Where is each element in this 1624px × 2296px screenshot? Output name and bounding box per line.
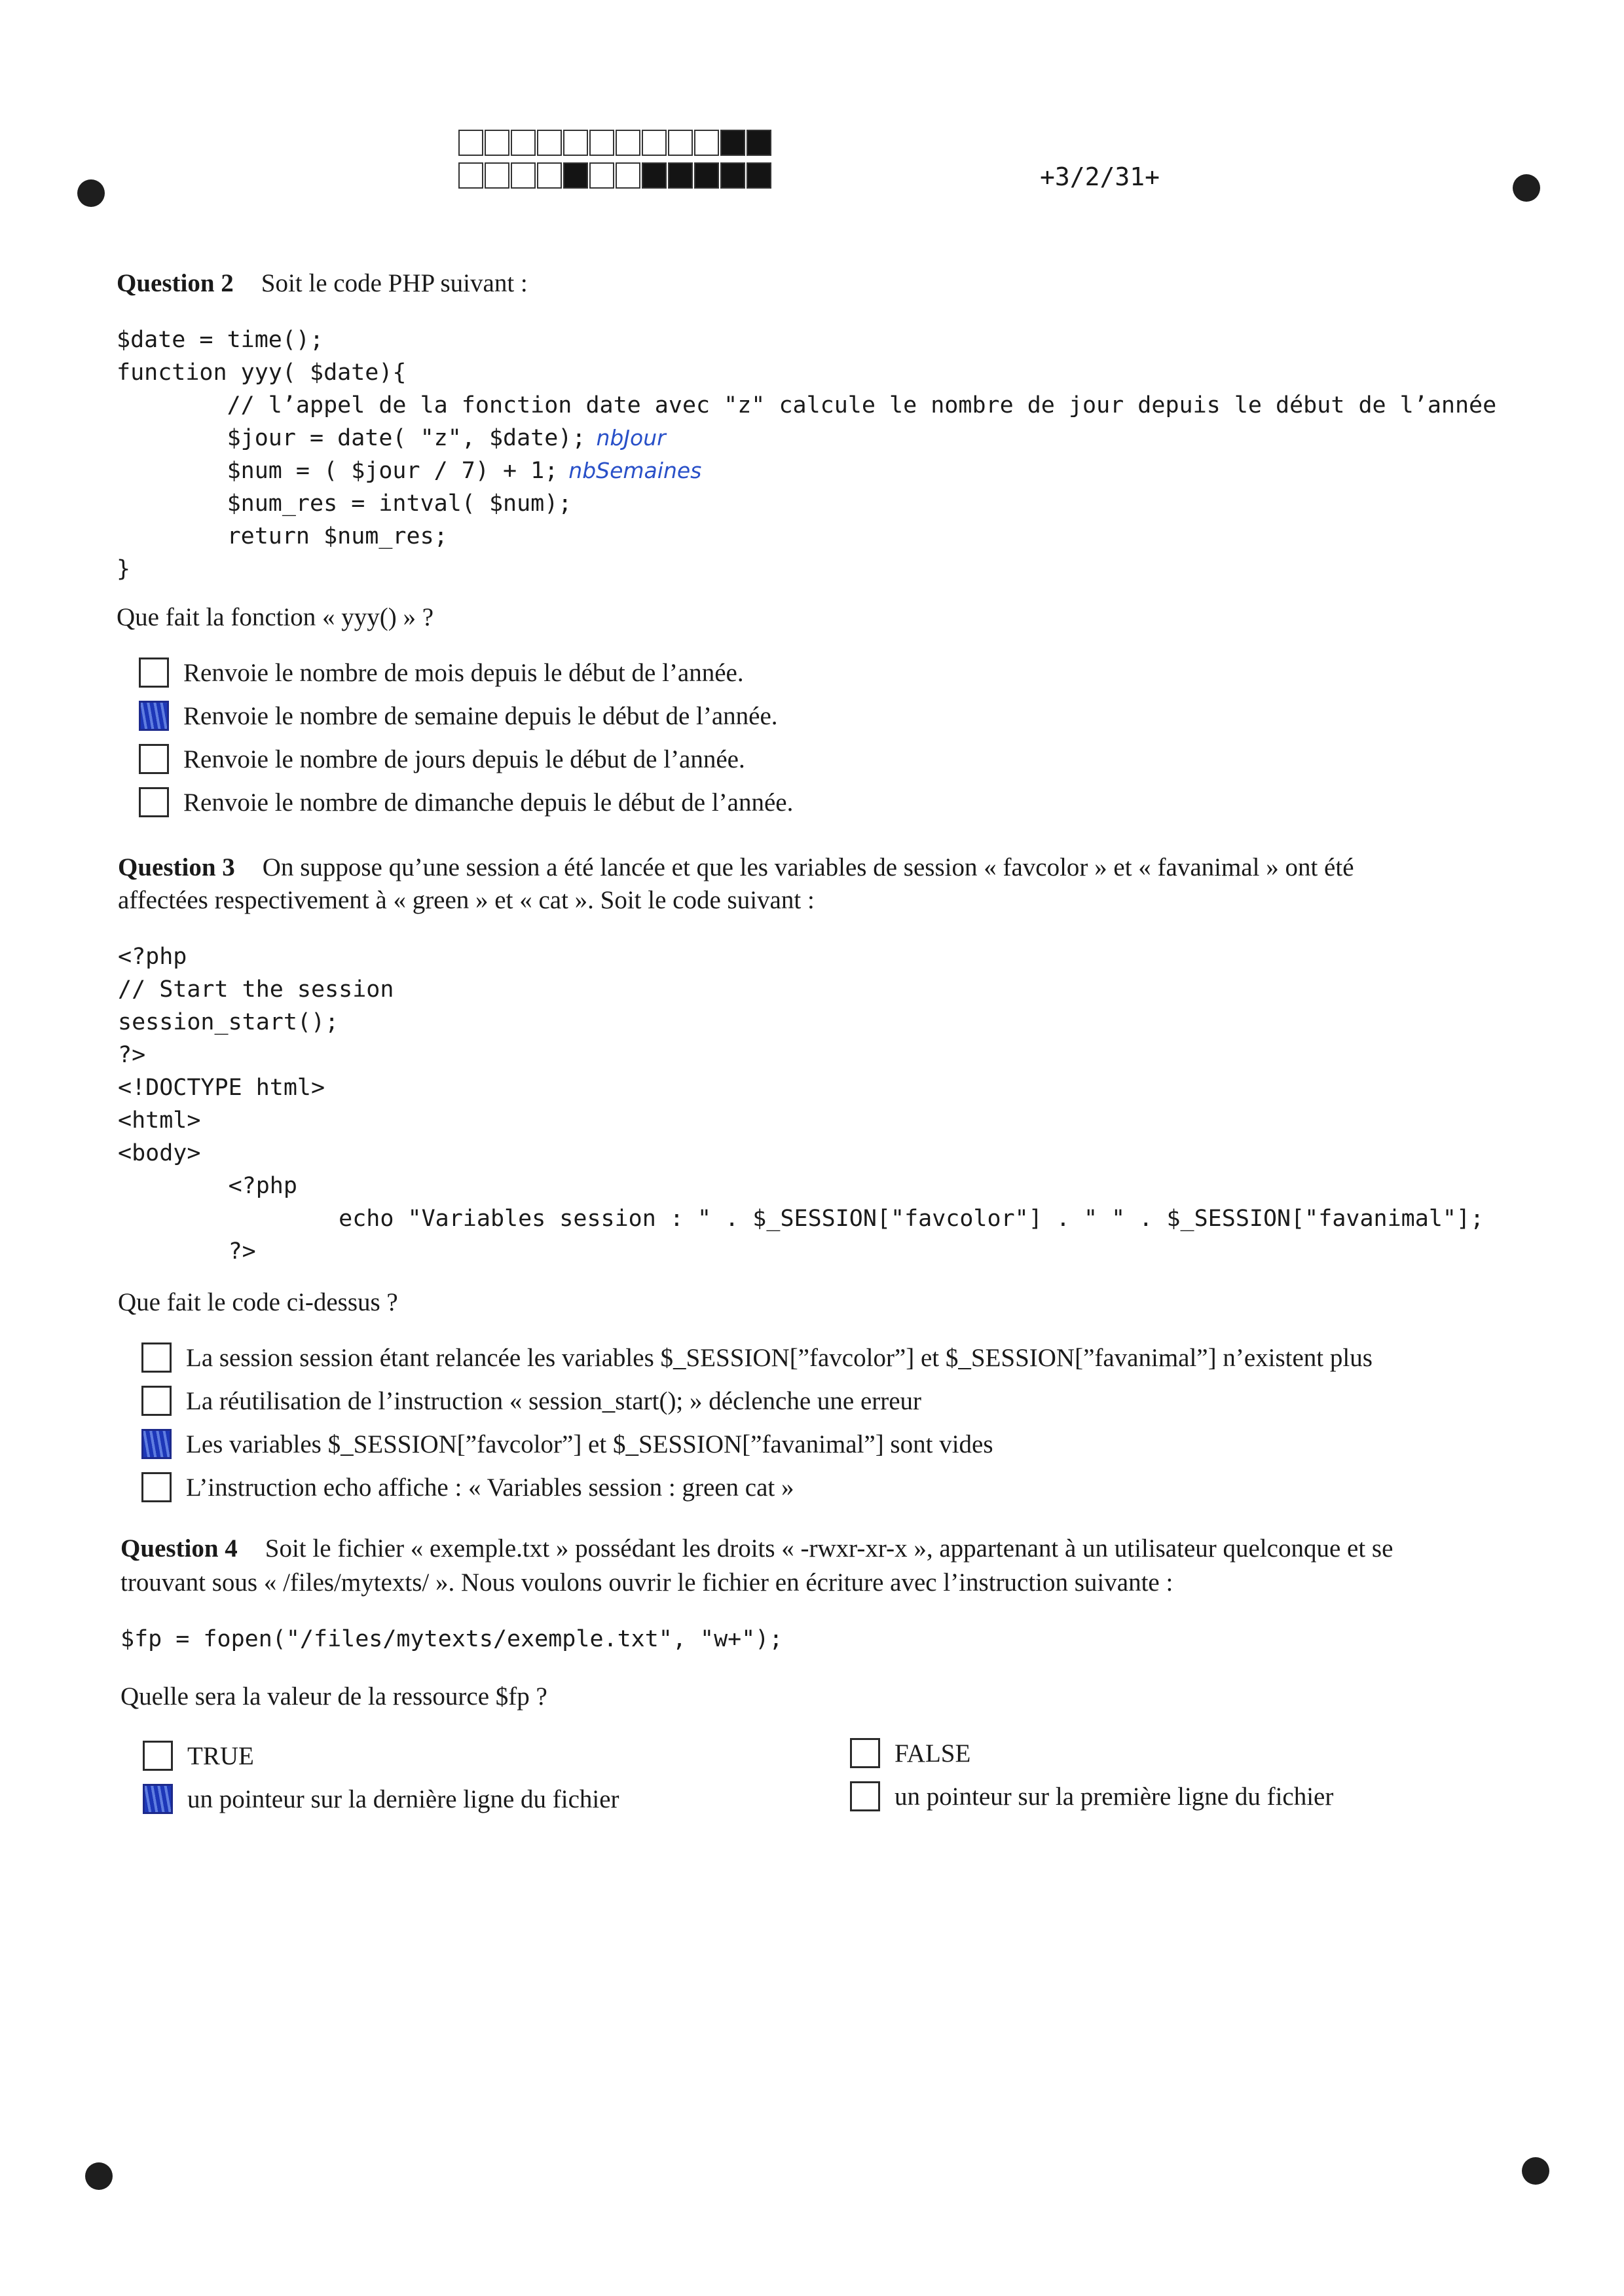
option-label: TRUE bbox=[187, 1741, 254, 1770]
code-line-with-note bbox=[117, 454, 1496, 487]
code-line: $num = ( $jour / 7) + 1; bbox=[117, 458, 559, 484]
checkbox[interactable] bbox=[141, 1472, 172, 1502]
option-label: Renvoie le nombre de mois depuis le début de l’année. bbox=[183, 658, 744, 687]
checkbox[interactable] bbox=[141, 1429, 172, 1459]
code-line: <?php bbox=[118, 1173, 297, 1199]
registration-mark-bottom-right bbox=[1522, 2157, 1549, 2185]
barcode-cell bbox=[747, 162, 771, 189]
barcode-cell bbox=[537, 130, 562, 156]
code-line: ?> bbox=[118, 1042, 146, 1068]
barcode-cell bbox=[458, 130, 483, 156]
barcode-cell bbox=[589, 130, 614, 156]
question-2-option[interactable] bbox=[139, 657, 744, 688]
code-line: $date = time(); bbox=[117, 327, 324, 353]
option-label: L’instruction echo affiche : « Variables session : green cat » bbox=[186, 1473, 794, 1502]
barcode-cell bbox=[694, 130, 719, 156]
option-label: Renvoie le nombre de dimanche depuis le début de l’année. bbox=[183, 788, 794, 817]
code-line: return $num_res; bbox=[117, 523, 448, 549]
question-4-option[interactable] bbox=[143, 1784, 619, 1814]
question-4-text-cont: trouvant sous « /files/mytexts/ ». Nous voulons ouvrir le fichier en écriture avec l’instruction suivante : bbox=[120, 1568, 1173, 1597]
code-line: $jour = date( "z", $date); bbox=[117, 425, 586, 451]
code-line: ?> bbox=[118, 1238, 256, 1265]
barcode-cell bbox=[668, 162, 693, 189]
question-4-text: Soit le fichier « exemple.txt » possédant les droits « -rwxr-xr-x », appartenant à un utilisateur quelconque et se bbox=[265, 1534, 1393, 1563]
barcode-row-1 bbox=[458, 130, 773, 156]
option-label: La session session étant relancée les variables $_SESSION[”favcolor”] et $_SESSION[”favanimal”] n’existent plus bbox=[186, 1343, 1373, 1372]
question-4-option[interactable] bbox=[850, 1738, 970, 1768]
checkbox[interactable] bbox=[139, 787, 169, 817]
checkbox[interactable] bbox=[141, 1386, 172, 1416]
handwritten-note-num: nbSemaines bbox=[568, 458, 702, 483]
question-3-option[interactable] bbox=[141, 1472, 794, 1502]
barcode-cell bbox=[747, 130, 771, 156]
checkbox[interactable] bbox=[850, 1781, 880, 1811]
question-4-code bbox=[120, 1623, 783, 1656]
checkbox[interactable] bbox=[141, 1342, 172, 1373]
barcode-cell bbox=[511, 130, 536, 156]
checkbox[interactable] bbox=[143, 1741, 173, 1771]
registration-mark-bottom-left bbox=[85, 2162, 113, 2190]
checkbox[interactable] bbox=[139, 744, 169, 774]
barcode-cell bbox=[668, 130, 693, 156]
barcode-row-2 bbox=[458, 162, 773, 189]
registration-mark-top-left bbox=[77, 179, 105, 207]
option-label: Les variables $_SESSION[”favcolor”] et $_SESSION[”favanimal”] sont vides bbox=[186, 1430, 993, 1458]
code-line: <html> bbox=[118, 1107, 201, 1134]
barcode-cell bbox=[694, 162, 719, 189]
code-line: } bbox=[117, 556, 131, 582]
question-3-prompt: Que fait le code ci-dessus ? bbox=[118, 1288, 398, 1316]
code-line: $fp = fopen("/files/mytexts/exemple.txt", "w+"); bbox=[120, 1626, 783, 1652]
checkbox[interactable] bbox=[139, 657, 169, 688]
question-2-option[interactable] bbox=[139, 744, 745, 774]
question-2-option[interactable] bbox=[139, 787, 793, 817]
barcode-cell bbox=[589, 162, 614, 189]
page-id: +3/2/31+ bbox=[1040, 162, 1160, 191]
option-label: Renvoie le nombre de jours depuis le début de l’année. bbox=[183, 745, 745, 773]
option-label: Renvoie le nombre de semaine depuis le début de l’année. bbox=[183, 701, 778, 730]
question-4-prompt: Quelle sera la valeur de la ressource $fp ? bbox=[120, 1682, 547, 1711]
option-label: un pointeur sur la première ligne du fichier bbox=[895, 1782, 1334, 1811]
question-2-label: Question 2 bbox=[117, 269, 234, 297]
barcode-cell bbox=[458, 162, 483, 189]
option-label: FALSE bbox=[895, 1739, 971, 1768]
barcode-cell bbox=[485, 162, 509, 189]
question-3-header bbox=[118, 850, 1354, 885]
checkbox[interactable] bbox=[139, 701, 169, 731]
question-3-code bbox=[118, 940, 1484, 1268]
question-4-label: Question 4 bbox=[120, 1534, 238, 1563]
question-3-label: Question 3 bbox=[118, 853, 235, 881]
code-line: // l’appel de la fonction date avec "z" calcule le nombre de jour depuis le début de l’année bbox=[117, 392, 1497, 418]
barcode-cell bbox=[720, 162, 745, 189]
question-3-option[interactable] bbox=[141, 1386, 921, 1416]
question-2-text: Soit le code PHP suivant : bbox=[261, 269, 528, 297]
question-4-header bbox=[120, 1531, 1393, 1566]
barcode-cell bbox=[537, 162, 562, 189]
option-label: La réutilisation de l’instruction « session_start(); » déclenche une erreur bbox=[186, 1386, 922, 1415]
question-3-text-cont: affectées respectivement à « green » et « cat ». Soit le code suivant : bbox=[118, 886, 815, 914]
question-3-option[interactable] bbox=[141, 1429, 993, 1459]
code-line: // Start the session bbox=[118, 976, 394, 1003]
question-3-text: On suppose qu’une session a été lancée et que les variables de session « favcolor » et « favanimal » ont été bbox=[262, 853, 1354, 881]
question-2-prompt: Que fait la fonction « yyy() » ? bbox=[117, 603, 434, 631]
handwritten-note-jour: nbJour bbox=[596, 425, 666, 451]
code-line: <body> bbox=[118, 1140, 201, 1166]
barcode-cell bbox=[511, 162, 536, 189]
barcode-cell bbox=[563, 130, 588, 156]
code-line: <!DOCTYPE html> bbox=[118, 1075, 325, 1101]
question-4-option[interactable] bbox=[850, 1781, 1333, 1811]
barcode-cell bbox=[642, 130, 667, 156]
barcode-cell bbox=[563, 162, 588, 189]
code-line: echo "Variables session : " . $_SESSION["favcolor"] . " " . $_SESSION["favanimal"]; bbox=[118, 1206, 1485, 1232]
question-4-option[interactable] bbox=[143, 1741, 254, 1771]
checkbox[interactable] bbox=[850, 1738, 880, 1768]
question-2-header bbox=[117, 266, 528, 301]
option-label: un pointeur sur la dernière ligne du fichier bbox=[187, 1785, 619, 1813]
question-2-code bbox=[117, 324, 1496, 585]
checkbox[interactable] bbox=[143, 1784, 173, 1814]
code-line: session_start(); bbox=[118, 1009, 339, 1035]
barcode-cell bbox=[485, 130, 509, 156]
code-line: function yyy( $date){ bbox=[117, 360, 407, 386]
question-3-option[interactable] bbox=[141, 1342, 1373, 1373]
code-line: <?php bbox=[118, 944, 187, 970]
code-line-with-note bbox=[117, 422, 1496, 454]
barcode-cell bbox=[616, 130, 640, 156]
registration-mark-top-right bbox=[1513, 174, 1540, 202]
code-line: $num_res = intval( $num); bbox=[117, 491, 572, 517]
barcode-cell bbox=[616, 162, 640, 189]
barcode-cell bbox=[720, 130, 745, 156]
barcode-cell bbox=[642, 162, 667, 189]
question-2-option[interactable] bbox=[139, 701, 778, 731]
